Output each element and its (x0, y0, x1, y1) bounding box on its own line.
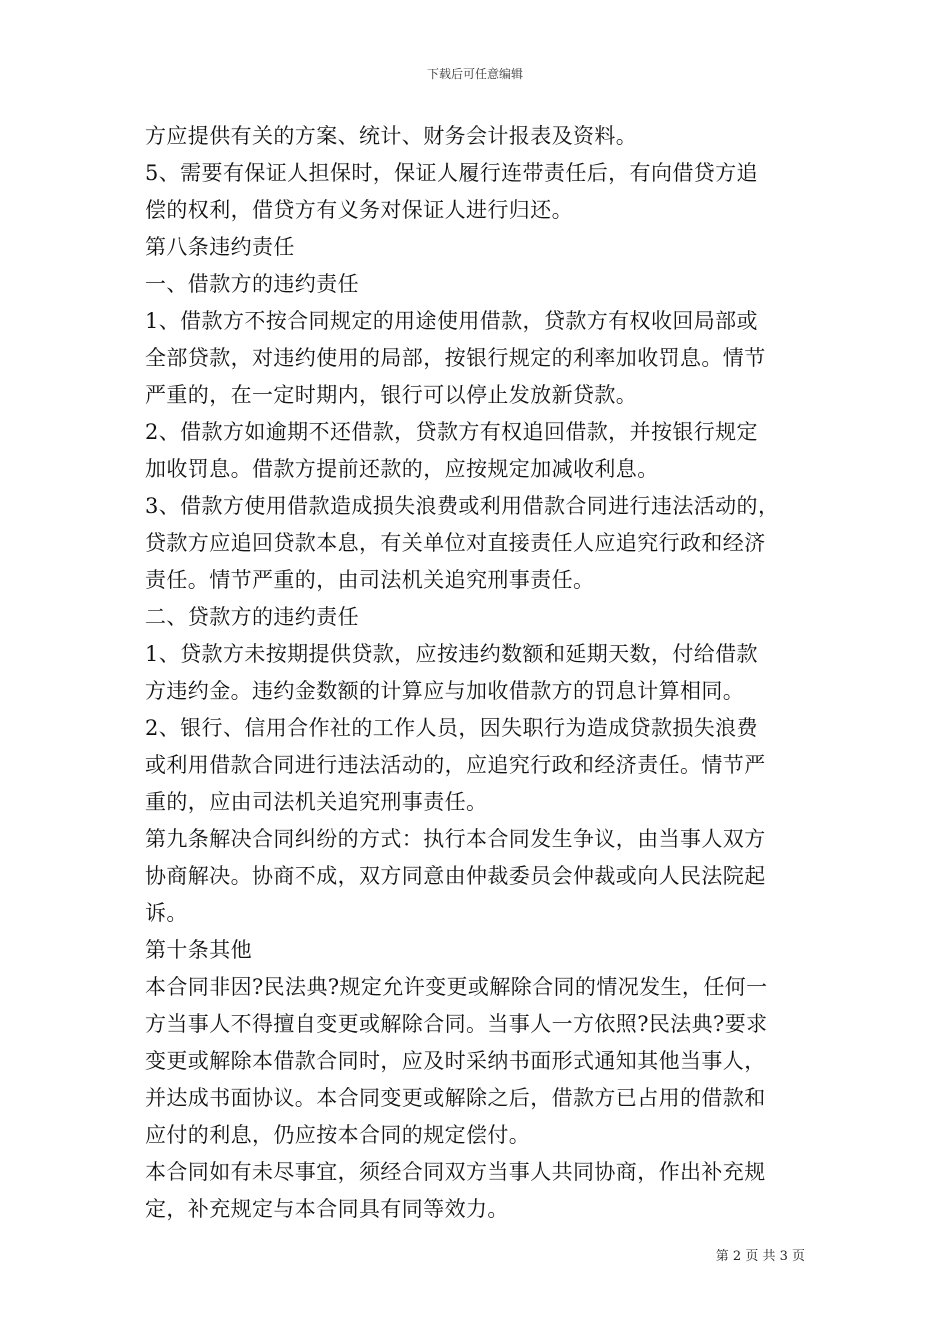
text-line: 方当事人不得擅自变更或解除合同。当事人一方依照?民法典?要求 (145, 1012, 768, 1036)
text-line: 贷款方应追回贷款本息，有关单位对直接责任人应追究行政和经济 (145, 531, 766, 555)
subsection-heading: 二、贷款方的违约责任 (145, 605, 359, 629)
text-line: 全部贷款，对违约使用的局部，按银行规定的利率加收罚息。情节 (145, 346, 766, 370)
subsection-heading: 一、借款方的违约责任 (145, 272, 359, 296)
section-heading: 第九条解决合同纠纷的方式：执行本合同发生争议，由当事人双方 (145, 827, 766, 851)
text-line: 3、借款方使用借款造成损失浪费或利用借款合同进行违法活动的， (145, 494, 780, 518)
text-line: 并达成书面协议。本合同变更或解除之后，借款方已占用的借款和 (145, 1086, 766, 1110)
text-line: 1、贷款方未按期提供贷款，应按违约数额和延期天数，付给借款 (145, 642, 758, 666)
text-line: 方违约金。违约金数额的计算应与加收借款方的罚息计算相同。 (145, 679, 745, 703)
document-body (145, 118, 813, 1228)
text-line: 2、借款方如逾期不还借款，贷款方有权追回借款，并按银行规定 (145, 420, 758, 444)
text-line: 方应提供有关的方案、统计、财务会计报表及资料。 (145, 124, 638, 148)
section-heading: 第十条其他 (145, 938, 252, 962)
section-heading: 第八条违约责任 (145, 235, 295, 259)
text-line: 协商解决。协商不成，双方同意由仲裁委员会仲裁或向人民法院起 (145, 864, 766, 888)
text-line: 1、借款方不按合同规定的用途使用借款，贷款方有权收回局部或 (145, 309, 758, 333)
page-header: 下载后可任意编辑 (426, 67, 523, 81)
text-line: 变更或解除本借款合同时，应及时采纳书面形式通知其他当事人， (145, 1049, 766, 1073)
text-line: 定，补充规定与本合同具有同等效力。 (145, 1197, 509, 1221)
text-line: 严重的，在一定时期内，银行可以停止发放新贷款。 (145, 383, 638, 407)
text-line: 5、需要有保证人担保时，保证人履行连带责任后，有向借贷方追 (145, 161, 758, 185)
text-line: 重的，应由司法机关追究刑事责任。 (145, 790, 488, 814)
text-line: 加收罚息。借款方提前还款的，应按规定加减收利息。 (145, 457, 659, 481)
text-line: 或利用借款合同进行违法活动的，应追究行政和经济责任。情节严 (145, 753, 766, 777)
text-line: 本合同如有未尽事宜，须经合同双方当事人共同协商，作出补充规 (145, 1160, 766, 1184)
text-line: 诉。 (145, 901, 188, 925)
text-line: 应付的利息，仍应按本合同的规定偿付。 (145, 1123, 531, 1147)
text-line: 责任。情节严重的，由司法机关追究刑事责任。 (145, 568, 595, 592)
text-line: 本合同非因?民法典?规定允许变更或解除合同的情况发生，任何一 (145, 975, 768, 999)
page-number: 第 2 页 共 3 页 (715, 1249, 805, 1264)
text-line: 偿的权利，借贷方有义务对保证人进行归还。 (145, 198, 573, 222)
text-line: 2、银行、信用合作社的工作人员，因失职行为造成贷款损失浪费 (145, 716, 758, 740)
